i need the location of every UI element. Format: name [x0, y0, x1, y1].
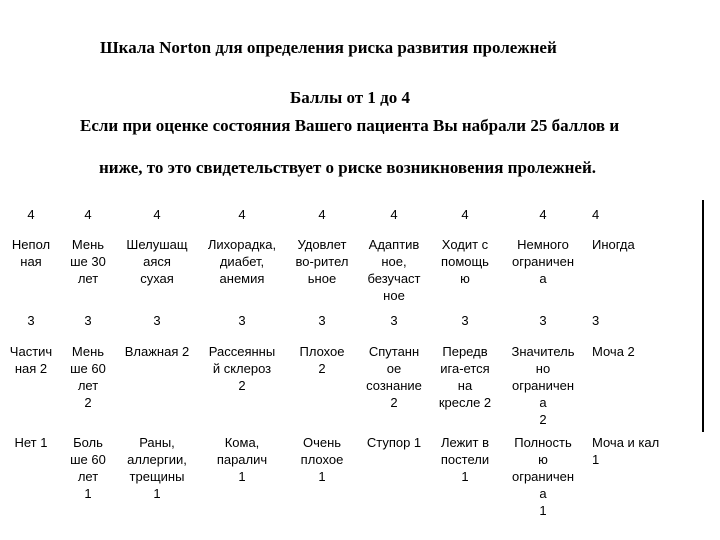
table-cell: Моча и кал 1: [592, 435, 660, 467]
table-cell: Боль ше 60 лет 1: [70, 435, 106, 501]
table-cell: 4: [27, 207, 35, 222]
table-cell: Лежит в постели 1: [440, 435, 490, 484]
table-cell: 4: [318, 207, 326, 222]
table-cell: Моча 2: [592, 344, 635, 359]
table-cell: 3: [238, 313, 246, 328]
table-cell: Раны, аллергии, трещины 1: [127, 435, 187, 501]
table-cell: Влажная 2: [124, 344, 190, 359]
table-cell: Очень плохое 1: [300, 435, 344, 484]
table-cell: Значитель но ограничен а 2: [511, 344, 575, 427]
table-cell: Плохое 2: [299, 344, 345, 376]
table-cell: Ступор 1: [366, 435, 422, 450]
table-cell: Иногда: [592, 237, 635, 252]
table-cell: 3: [461, 313, 469, 328]
table-cell: Мень ше 60 лет 2: [70, 344, 106, 410]
table-cell: Спутанн ое сознание 2: [366, 344, 422, 410]
table-cell: Лихорадка, диабет, анемия: [207, 237, 277, 286]
table-cell: 3: [318, 313, 326, 328]
table-cell: 4: [539, 207, 547, 222]
table-cell: Непол ная: [11, 237, 51, 269]
table-cell: Мень ше 30 лет: [70, 237, 106, 286]
table-cell: Полность ю ограничен а 1: [511, 435, 575, 518]
table-cell: 4: [592, 207, 600, 222]
table-cell: Частич ная 2: [9, 344, 53, 376]
table-cell: 3: [153, 313, 161, 328]
table-cell: 4: [461, 207, 469, 222]
table-cell: 3: [592, 313, 600, 328]
table-cell: 4: [84, 207, 92, 222]
scale-subtitle: Баллы от 1 до 4: [290, 88, 410, 107]
table-cell: 3: [539, 313, 547, 328]
table-cell: Удовлет во-рител ьное: [295, 237, 349, 286]
table-cell: 3: [84, 313, 92, 328]
table-cell: 3: [390, 313, 398, 328]
table-cell: Рассеянны й склероз 2: [208, 344, 276, 393]
table-cell: Кома, паралич 1: [216, 435, 268, 484]
table-cell: Нет 1: [14, 435, 48, 450]
risk-note-line-2: ниже, то это свидетельствует о риске возникновения пролежней.: [99, 158, 596, 177]
table-cell: 3: [27, 313, 35, 328]
table-cell: 4: [390, 207, 398, 222]
table-cell: Ходит с помощь ю: [441, 237, 489, 286]
table-cell: 4: [153, 207, 161, 222]
table-cell: Адаптив ное, безучаст ное: [367, 237, 421, 303]
table-cell: 4: [238, 207, 246, 222]
table-cell: Немного ограничен а: [511, 237, 575, 286]
risk-note-line-1: Если при оценке состояния Вашего пациента Вы набрали 25 баллов и: [80, 116, 620, 135]
table-cell: Шелушащ аяся сухая: [126, 237, 188, 286]
table-cell: Передв ига-ется на кресле 2: [438, 344, 492, 410]
scale-title: Шкала Norton для определения риска развития пролежней: [100, 38, 557, 57]
